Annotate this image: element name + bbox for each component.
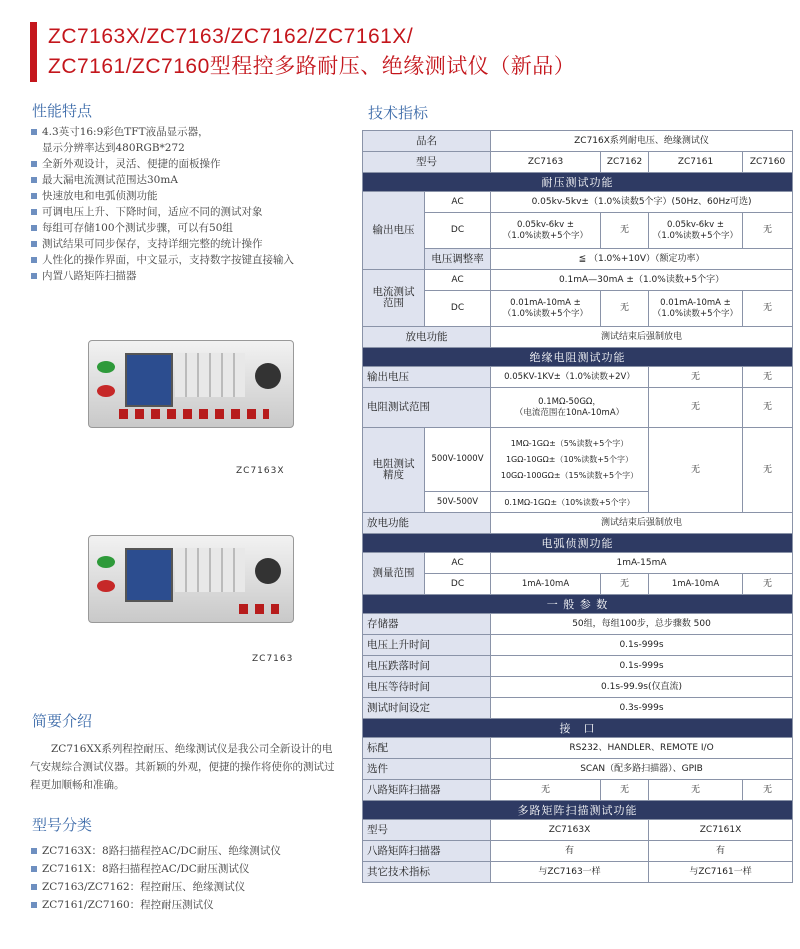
multi-model-cell: ZC7161X	[649, 820, 793, 841]
section-general: 一 般 参 数	[363, 595, 793, 614]
ac-label: AC	[425, 192, 491, 213]
start-button-icon	[97, 361, 115, 373]
arc-ac-range: 1mA-15mA	[491, 553, 793, 574]
device-zc7163-image	[88, 535, 294, 623]
device-screen	[125, 353, 173, 407]
model-item: ZC7163/ZC7162：程控耐压、绝缘测试仪	[28, 878, 348, 896]
features-list	[28, 124, 338, 284]
feature-item: 最大漏电流测试范围达30mA	[28, 172, 338, 188]
none-cell: 无	[601, 213, 649, 249]
table-row	[363, 388, 793, 428]
model-item: ZC7161/ZC7160：程控耐压测试仪	[28, 896, 348, 914]
table-row	[363, 698, 793, 719]
storage-label: 存储器	[363, 614, 491, 635]
product-value: ZC716X系列耐电压、绝缘测试仪	[491, 131, 793, 152]
spec-table	[362, 130, 793, 883]
table-row	[363, 841, 793, 862]
rise-value: 0.1s-999s	[491, 635, 793, 656]
keypad-icon	[175, 353, 245, 397]
wait-value: 0.1s-99.9s(仅直流)	[491, 677, 793, 698]
none-cell: 无	[743, 428, 793, 513]
title-line-2: ZC7161/ZC7160型程控多路耐压、绝缘测试仪（新品）	[48, 55, 576, 78]
current-dc-range: 0.01mA-10mA ± （1.0%读数+5个字）	[649, 291, 743, 327]
ac-range: 0.05kv-5kv±（1.0%读数5个字）(50Hz、60Hz可选)	[491, 192, 793, 213]
res-range-label: 电阻测试范围	[363, 388, 491, 428]
model-item: ZC7161X：8路扫描程控AC/DC耐压测试仪	[28, 860, 348, 878]
model-cell: ZC7161	[649, 152, 743, 173]
fall-value: 0.1s-999s	[491, 656, 793, 677]
section-header-row	[363, 534, 793, 553]
test-time-label: 测试时间设定	[363, 698, 491, 719]
feature-item: 全新外观设计，灵活、便捷的面板操作	[28, 156, 338, 172]
product-label: 品名	[363, 131, 491, 152]
none-cell: 无	[601, 291, 649, 327]
res-range-value: 0.1MΩ-50GΩ， （电流范围在10nA-10mA）	[491, 388, 649, 428]
table-row	[363, 213, 793, 249]
section-header-row	[363, 595, 793, 614]
model-label: 型号	[363, 820, 491, 841]
none-cell: 无	[743, 574, 793, 595]
discharge-label: 放电功能	[363, 327, 491, 348]
none-cell: 无	[743, 780, 793, 801]
device-screen	[125, 548, 173, 602]
discharge-value: 测试结束后强制放电	[491, 327, 793, 348]
voltage-range-low: 50V-500V	[425, 492, 491, 513]
none-cell: 无	[649, 388, 743, 428]
device-zc7163x-image	[88, 340, 294, 428]
discharge-value: 测试结束后强制放电	[491, 513, 793, 534]
table-row	[363, 635, 793, 656]
none-cell: 无	[743, 213, 793, 249]
model-label: 型号	[363, 152, 491, 173]
dc-range: 0.05kv-6kv ± （1.0%读数+5个字）	[491, 213, 601, 249]
output-voltage-label: 输出电压	[363, 192, 425, 270]
table-row	[363, 428, 793, 492]
section-header-row	[363, 719, 793, 738]
options-label: 选件	[363, 759, 491, 780]
arc-dc-range: 1mA-10mA	[491, 574, 601, 595]
regulation-value: ≦ （1.0%+10V）（额定功率）	[491, 249, 793, 270]
feature-item-cont: 显示分辨率达到480RGB*272	[42, 142, 185, 154]
standard-value: RS232、HANDLER、REMOTE I/O	[491, 738, 793, 759]
table-row	[363, 614, 793, 635]
intro-heading: 简要介绍	[32, 713, 93, 730]
feature-item: 快速放电和电弧侦测功能	[28, 188, 338, 204]
regulation-label: 电压调整率	[425, 249, 491, 270]
section-header-row	[363, 801, 793, 820]
none-cell: 无	[491, 780, 601, 801]
ins-output-value: 0.05KV-1KV±（1.0%读数+2V）	[491, 367, 649, 388]
yes-cell: 有	[491, 841, 649, 862]
model-cell: ZC7163	[491, 152, 601, 173]
section-multi-scan: 多路矩阵扫描测试功能	[363, 801, 793, 820]
none-cell: 无	[649, 780, 743, 801]
voltage-range-high: 500V-1000V	[425, 428, 491, 492]
table-row	[363, 131, 793, 152]
table-row	[363, 291, 793, 327]
model-cell: ZC7162	[601, 152, 649, 173]
table-row	[363, 574, 793, 595]
arc-dc-range: 1mA-10mA	[649, 574, 743, 595]
table-row	[363, 553, 793, 574]
discharge-label: 放电功能	[363, 513, 491, 534]
wait-label: 电压等待时间	[363, 677, 491, 698]
none-cell: 无	[743, 291, 793, 327]
scanner-label: 八路矩阵扫描器	[363, 780, 491, 801]
models-list	[28, 842, 348, 914]
stop-button-icon	[97, 580, 115, 592]
current-range-label: 电流测试 范围	[363, 270, 425, 327]
ins-output-label: 输出电压	[363, 367, 491, 388]
title-line-1: ZC7163X/ZC7163/ZC7162/ZC7161X/	[48, 25, 414, 48]
section-arc: 电弧侦测功能	[363, 534, 793, 553]
table-row	[363, 327, 793, 348]
storage-value: 50组，每组100步，总步骤数 500	[491, 614, 793, 635]
navigation-pad-icon	[255, 558, 281, 584]
table-row	[363, 738, 793, 759]
table-row	[363, 656, 793, 677]
device-caption-2: ZC7163	[252, 654, 294, 664]
current-ac-range: 0.1mA—30mA ±（1.0%读数+5个字）	[491, 270, 793, 291]
ac-label: AC	[425, 553, 491, 574]
feature-item: 测试结果可同步保存，支持详细完整的统计操作	[28, 236, 338, 252]
dc-label: DC	[425, 574, 491, 595]
intro-text: ZC716XX系列程控耐压、绝缘测试仪是我公司全新设计的电气安规综合测试仪器。其新颖的外观，便捷的操作将使你的测试过程更加顺畅和准确。	[30, 743, 335, 791]
current-dc-range: 0.01mA-10mA ± （1.0%读数+5个字）	[491, 291, 601, 327]
none-cell: 无	[743, 367, 793, 388]
output-terminals-icon	[239, 604, 279, 614]
fall-label: 电压跌落时间	[363, 656, 491, 677]
feature-item: 可调电压上升、下降时间，适应不同的测试对象	[28, 204, 338, 220]
table-row	[363, 677, 793, 698]
none-cell: 无	[601, 780, 649, 801]
other-spec-label: 其它技术指标	[363, 862, 491, 883]
none-cell: 无	[601, 574, 649, 595]
other-spec-value: 与ZC7161一样	[649, 862, 793, 883]
table-row	[363, 152, 793, 173]
yes-cell: 有	[649, 841, 793, 862]
dc-label: DC	[425, 213, 491, 249]
scanner-label: 八路矩阵扫描器	[363, 841, 491, 862]
section-interface: 接 口	[363, 719, 793, 738]
other-spec-value: 与ZC7163一样	[491, 862, 649, 883]
navigation-pad-icon	[255, 363, 281, 389]
measure-range-label: 测量范围	[363, 553, 425, 595]
rise-label: 电压上升时间	[363, 635, 491, 656]
table-row	[363, 513, 793, 534]
table-row	[363, 780, 793, 801]
section-withstand: 耐压测试功能	[363, 173, 793, 192]
dc-label: DC	[425, 291, 491, 327]
output-terminals-icon	[119, 409, 269, 419]
none-cell: 无	[649, 428, 743, 513]
feature-item: 内置八路矩阵扫描器	[28, 268, 338, 284]
section-header-row	[363, 173, 793, 192]
model-item: ZC7163X：8路扫描程控AC/DC耐压、绝缘测试仪	[28, 842, 348, 860]
options-value: SCAN（配多路扫描器）、GPIB	[491, 759, 793, 780]
title-accent-bar	[30, 22, 37, 82]
multi-model-cell: ZC7163X	[491, 820, 649, 841]
spec-heading: 技术指标	[368, 105, 429, 122]
section-insulation: 绝缘电阻测试功能	[363, 348, 793, 367]
device-caption-1: ZC7163X	[236, 466, 285, 476]
test-time-value: 0.3s-999s	[491, 698, 793, 719]
dc-range: 0.05kv-6kv ± （1.0%读数+5个字）	[649, 213, 743, 249]
table-row	[363, 759, 793, 780]
standard-label: 标配	[363, 738, 491, 759]
accuracy-value-low: 0.1MΩ-1GΩ±（10%读数+5个字）	[491, 492, 649, 513]
none-cell: 无	[649, 367, 743, 388]
accuracy-values: 1MΩ-1GΩ±（5%读数+5个字） 1GΩ-10GΩ±（10%读数+5个字） 10GΩ-100GΩ±（15%读数+5个字）	[491, 428, 649, 492]
model-cell: ZC7160	[743, 152, 793, 173]
table-row	[363, 270, 793, 291]
table-row	[363, 820, 793, 841]
res-accuracy-label: 电阻测试 精度	[363, 428, 425, 513]
table-row	[363, 367, 793, 388]
ac-label: AC	[425, 270, 491, 291]
features-heading: 性能特点	[32, 103, 93, 120]
table-row	[363, 862, 793, 883]
start-button-icon	[97, 556, 115, 568]
table-row	[363, 249, 793, 270]
section-header-row	[363, 348, 793, 367]
none-cell: 无	[743, 388, 793, 428]
page-title	[48, 22, 575, 82]
table-row	[363, 192, 793, 213]
feature-item: 每组可存储100个测试步骤，可以有50组	[28, 220, 338, 236]
keypad-icon	[175, 548, 245, 592]
stop-button-icon	[97, 385, 115, 397]
feature-item: 人性化的操作界面，中文显示，支持数字按键直接输入	[28, 252, 338, 268]
feature-item: 4.3英寸16:9彩色TFT液晶显示器， 显示分辨率达到480RGB*272	[28, 124, 338, 156]
models-heading: 型号分类	[32, 817, 93, 834]
